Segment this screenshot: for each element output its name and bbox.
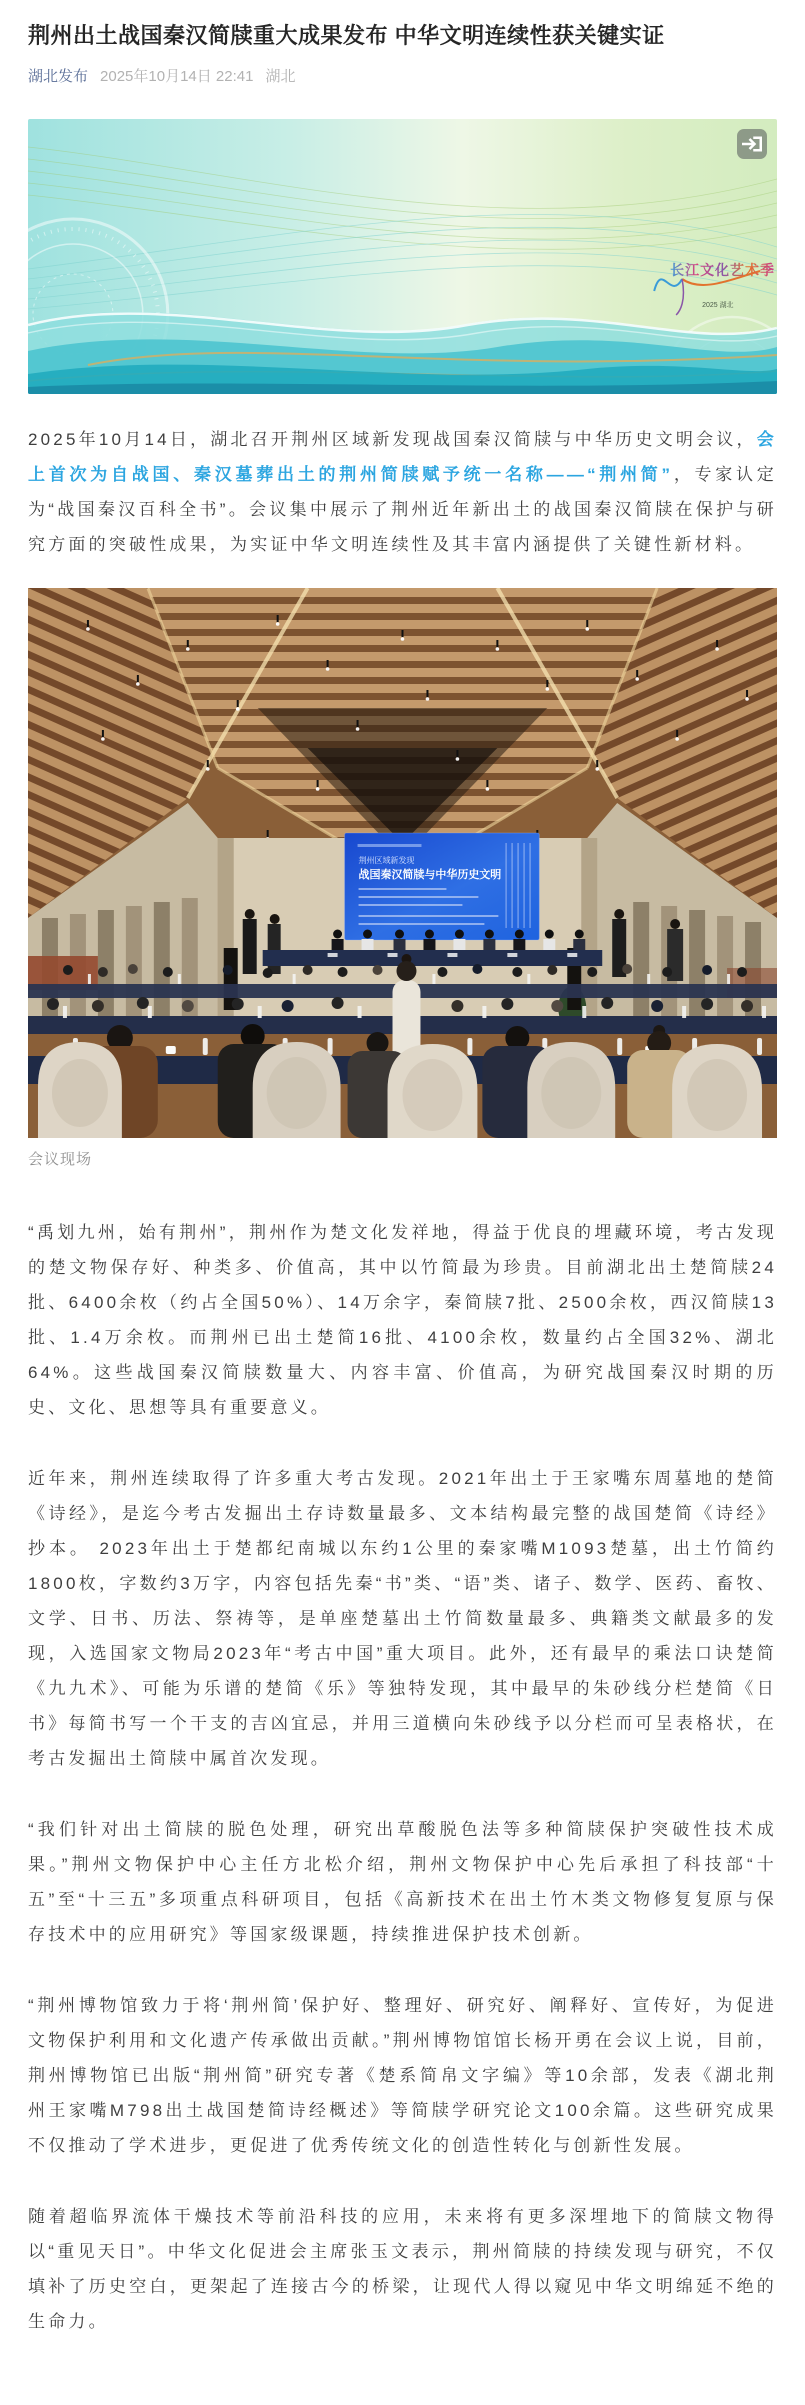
expand-image-glyph — [737, 129, 767, 159]
paragraph-3: 近年来，荆州连续取得了许多重大考古发现。2021年出土于王家嘴东周墓地的楚简《诗经》，是迄今考古发掘出土存诗数量最多、文本结构最完整的战国楚简《诗经》抄本。 2023年出土于楚都纪南城以东约1公里的秦家嘴M1093楚墓，出土竹简约1800枚，字数约3万字，内容包括先秦“书”类、“语”类、诸子、数学、医药、畜牧、文学、日书、历法、祭祷等，是单座楚墓出土竹简数量最多、典籍类文献最多的发现，入选国家文物局2023年“考古中国”重大项目。此外，还有最早的乘法口诀楚简《九九术》、可能为乐谱的楚简《乐》等独特发现，其中最早的朱砂线分栏楚简《日书》每简书写一个干支的吉凶宜忌，并用三道横向朱砂线予以分栏而可呈表格状，在考古发掘出土简牍中属首次发现。 — [28, 1469, 777, 1769]
p1-text-post: ，专家认定为“战国秦汉百科全书”。会议集中展示了荆州近年新出土的战国秦汉简牍在保护与研究方面的突破性成果，为实证中华文明连续性及其丰富内涵提供了关键性新材料。 — [28, 464, 777, 554]
article-photo[interactable] — [28, 588, 777, 1138]
cover-banner-image[interactable] — [28, 119, 777, 394]
paragraph-1 — [28, 422, 777, 562]
paragraph-2: “禹划九州，始有荆州”，荆州作为楚文化发祥地，得益于优良的埋藏环境，考古发现的楚文物保存好、种类多、价值高，其中以竹简最为珍贵。目前湖北出土楚简牍24批、6400余枚（约占全国50%）、14万余字，秦简牍7批、2500余枚，西汉简牍13批、1.4万余枚。而荆州已出土楚简16批、4100余枚，数量约占全国32%、湖北64%。这些战国秦汉简牍数量大、内容丰富、价值高，为研究战国秦汉时期的历史、文化、思想等具有重要意义。 — [28, 1222, 777, 1418]
paragraph-6: 随着超临界流体干燥技术等前沿科技的应用，未来将有更多深埋地下的简牍文物得以“重见天日”。中华文化促进会主席张玉文表示，荆州简牍的持续发现与研究，不仅填补了历史空白，更架起了连接古今的桥梁，让现代人得以窥见中华文明绵延不绝的生命力。 — [28, 2207, 777, 2332]
conference-photo-art — [28, 588, 777, 1138]
p1-highlight-text: 会上首次为自战国、秦汉墓葬出土的荆州简牍赋予统一名称——“荆州简” — [28, 429, 777, 484]
banner-logo-subtitle: 2025 湖北 — [702, 301, 734, 309]
paragraph-4: “我们针对出土简牍的脱色处理，研究出草酸脱色法等多种简牍保护突破性技术成果。”荆州文物保护中心主任方北松介绍，荆州文物保护中心先后承担了科技部“十五”至“十三五”多项重点科研项目，包括《高新技术在出土竹木类文物修复复原与保存技术中的应用研究》等国家级课题，持续推进保护技术创新。 — [28, 1820, 777, 1945]
region-label: 湖北 — [265, 67, 296, 85]
photo-caption: 会议现场 — [28, 1150, 93, 1168]
banner-logo-title: 长江文化艺术季 — [670, 261, 775, 278]
p1-text-pre: 2025年10月14日，湖北召开荆州区域新发现战国秦汉简牍与中华历史文明会议， — [28, 429, 757, 449]
banner-art — [28, 119, 777, 394]
projection-screen — [345, 833, 540, 940]
page-title: 荆州出土战国秦汉简牍重大成果发布 中华文明连续性获关键实证 — [28, 23, 665, 48]
screen-title: 战国秦汉简牍与中华历史文明 — [358, 868, 502, 881]
screen-subtitle: 荆州区域新发现 — [358, 855, 415, 865]
byline — [28, 65, 777, 86]
source-account-link[interactable]: 湖北发布 — [28, 67, 89, 85]
expand-image-icon[interactable] — [737, 129, 767, 159]
paragraph-5: “荆州博物馆致力于将‘荆州简’保护好、整理好、研究好、阐释好、宣传好，为促进文物保护利用和文化遗产传承做出贡献。”荆州博物馆馆长杨开勇在会议上说，目前，荆州博物馆已出版“荆州简”研究专著《楚系简帛文字编》等10余部，发表《湖北荆州王家嘴M798出土战国楚简诗经概述》等简牍学研究论文100余篇。这些研究成果不仅推动了学术进步，更促进了优秀传统文化的创造性转化与创新性发展。 — [28, 1996, 777, 2156]
publish-time: 2025年10月14日 22:41 — [100, 67, 254, 85]
